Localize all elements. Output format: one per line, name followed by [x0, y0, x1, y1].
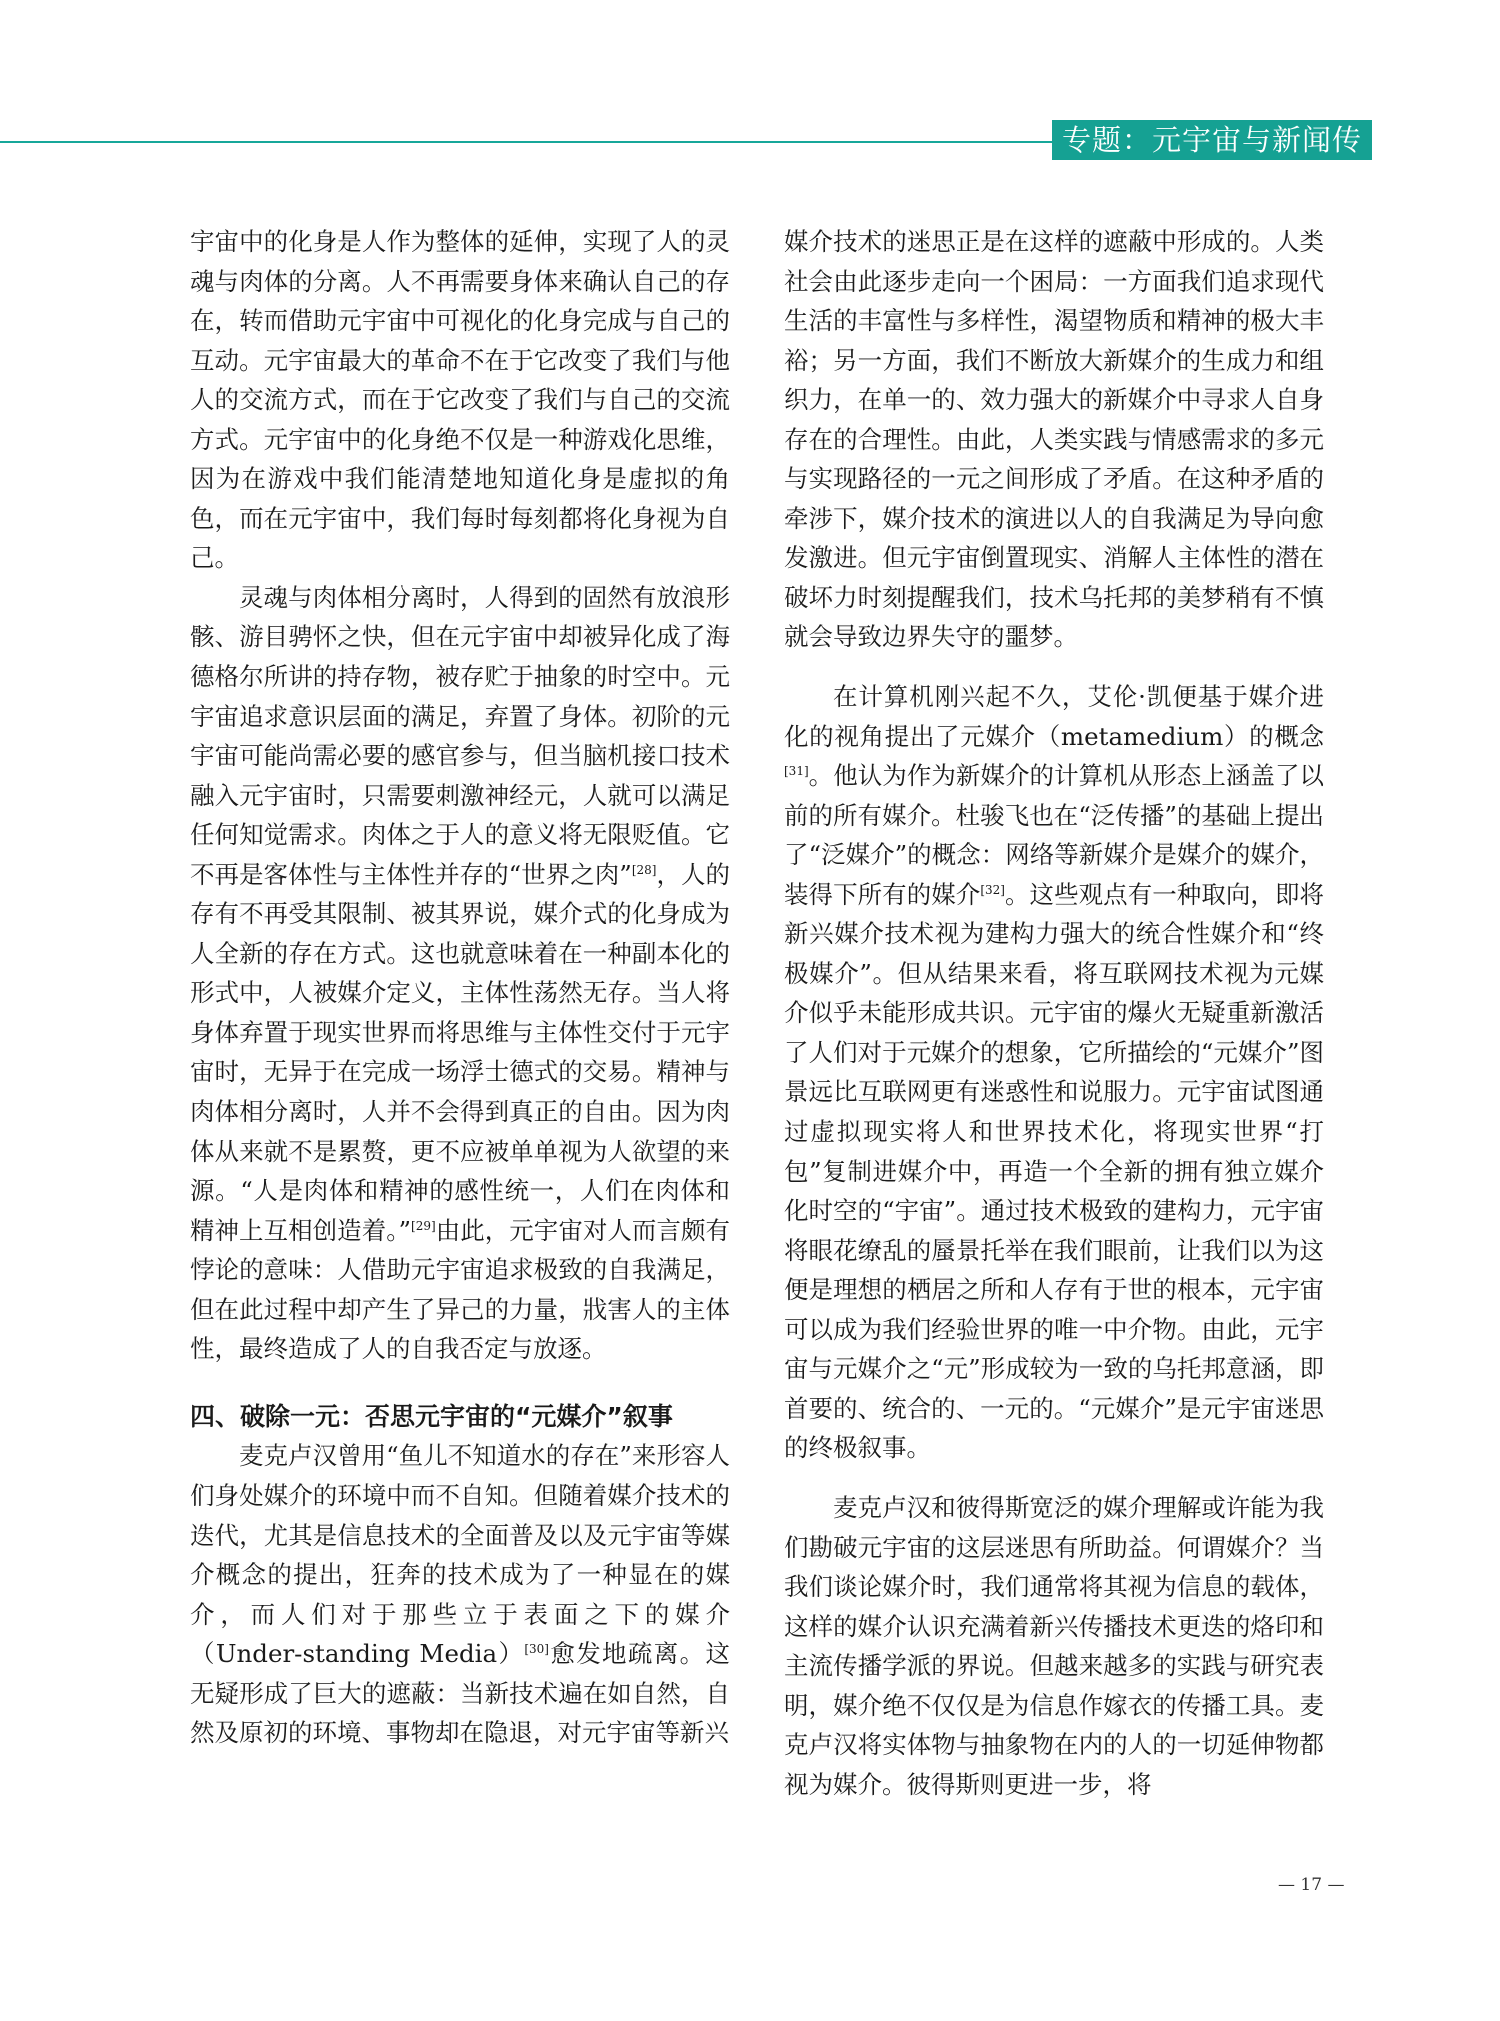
citation-ref: [29]: [411, 1218, 436, 1233]
page-number: — 17 —: [1278, 1875, 1345, 1895]
paragraph: 媒介技术的迷思正是在这样的遮蔽中形成的。人类社会由此逐步走向一个困局：一方面我们追求现代生活的丰富性与多样性，渴望物质和精神的极大丰裕；另一方面，我们不断放大新媒介的生成力和组织力，在单一的、效力强大的新媒介中寻求人自身存在的合理性。由此，人类实践与情感需求的多元与实现路径的一元之间形成了矛盾。在这种矛盾的牵涉下，媒介技术的演进以人的自我满足为导向愈发激进。但元宇宙倒置现实、消解人主体性的潜在破坏力时刻提醒我们，技术乌托邦的美梦稍有不慎就会导致边界失守的噩梦。: [784, 227, 1324, 652]
right-column: [784, 222, 1324, 1804]
paragraph: 麦克卢汉和彼得斯宽泛的媒介理解或许能为我们勘破元宇宙的这层迷思有所助益。何谓媒介？当我们谈论媒介时，我们通常将其视为信息的载体，这样的媒介认识充满着新兴传播技术更迭的烙印和主流传播学派的界说。但越来越多的实践与研究表明，媒介绝不仅仅是为信息作嫁衣的传播工具。麦克卢汉将实体物与抽象物在内的人的一切延伸物都视为媒介。彼得斯则更进一步，将: [784, 1492, 1324, 1799]
citation-ref: [32]: [980, 882, 1005, 897]
section-heading: 四、破除一元：否思元宇宙的“元媒介”叙事: [190, 1401, 673, 1431]
paragraph: 麦克卢汉曾用“鱼儿不知道水的存在”来形容人们身处媒介的环境中而不自知。但随着媒介技术的迭代，尤其是信息技术的全面普及以及元宇宙等媒介概念的提出，狂奔的技术成为了一种显在的媒介，而人们对于那些立于表面之下的媒介（Under-standing Media）[30]愈发地疏离。这无疑形成了巨大的遮蔽：当新技术遍在如自然，自然及原初的环境、事物却在隐退，对元宇宙等新兴: [190, 1441, 730, 1748]
citation-ref: [30]: [524, 1641, 549, 1656]
paragraph: 灵魂与肉体相分离时，人得到的固然有放浪形骸、游目骋怀之快，但在元宇宙中却被异化成了海德格尔所讲的持存物，被存贮于抽象的时空中。元宇宙追求意识层面的满足，弃置了身体。初阶的元宇宙可能尚需必要的感官参与，但当脑机接口技术融入元宇宙时，只需要刺激神经元，人就可以满足任何知觉需求。肉体之于人的意义将无限贬值。它不再是客体性与主体性并存的“世界之肉”[28]，人的存有不再受其限制、被其界说，媒介式的化身成为人全新的存在方式。这也就意味着在一种副本化的形式中，人被媒介定义，主体性荡然无存。当人将身体弃置于现实世界而将思维与主体性交付于元宇宙时，无异于在完成一场浮士德式的交易。精神与肉体相分离时，人并不会得到真正的自由。因为肉体从来就不是累赘，更不应被单单视为人欲望的来源。“人是肉体和精神的感性统一，人们在肉体和精神上互相创造着。”[29]由此，元宇宙对人而言颇有悖论的意味：人借助元宇宙追求极致的自我满足，但在此过程中却产生了异己的力量，戕害人的主体性，最终造成了人的自我否定与放逐。: [190, 582, 731, 1364]
citation-ref: [28]: [631, 862, 657, 877]
header-rule: [0, 141, 1072, 143]
citation-ref: [31]: [784, 763, 809, 778]
left-column: [190, 222, 730, 1753]
paragraph: 宇宙中的化身是人作为整体的延伸，实现了人的灵魂与肉体的分离。人不再需要身体来确认自己的存在，转而借助元宇宙中可视化的化身完成与自己的互动。元宇宙最大的革命不在于它改变了我们与他人的交流方式，而在于它改变了我们与自己的交流方式。元宇宙中的化身绝不仅是一种游戏化思维，因为在游戏中我们能清楚地知道化身是虚拟的角色，而在元宇宙中，我们每时每刻都将化身视为自己。: [190, 227, 730, 573]
section-label: 专题：元宇宙与新闻传播: [1052, 120, 1372, 160]
paragraph: 在计算机刚兴起不久，艾伦·凯便基于媒介进化的视角提出了元媒介（metamedium）的概念[31]。他认为作为新媒介的计算机从形态上涵盖了以前的所有媒介。杜骏飞也在“泛传播”的基础上提出了“泛媒介”的概念：网络等新媒介是媒介的媒介，装得下所有的媒介[32]。这些观点有一种取向，即将新兴媒介技术视为建构力强大的统合性媒介和“终极媒介”。但从结果来看，将互联网技术视为元媒介似乎未能形成共识。元宇宙的爆火无疑重新激活了人们对于元媒介的想象，它所描绘的“元媒介”图景远比互联网更有迷惑性和说服力。元宇宙试图通过虚拟现实将人和世界技术化，将现实世界“打包”复制进媒介中，再造一个全新的拥有独立媒介化时空的“宇宙”。通过技术极致的建构力，元宇宙将眼花缭乱的蜃景托举在我们眼前，让我们以为这便是理想的栖居之所和人存有于世的根本，元宇宙可以成为我们经验世界的唯一中介物。由此，元宇宙与元媒介之“元”形成较为一致的乌托邦意涵，即首要的、统合的、一元的。“元媒介”是元宇宙迷思的终极叙事。: [784, 682, 1324, 1463]
